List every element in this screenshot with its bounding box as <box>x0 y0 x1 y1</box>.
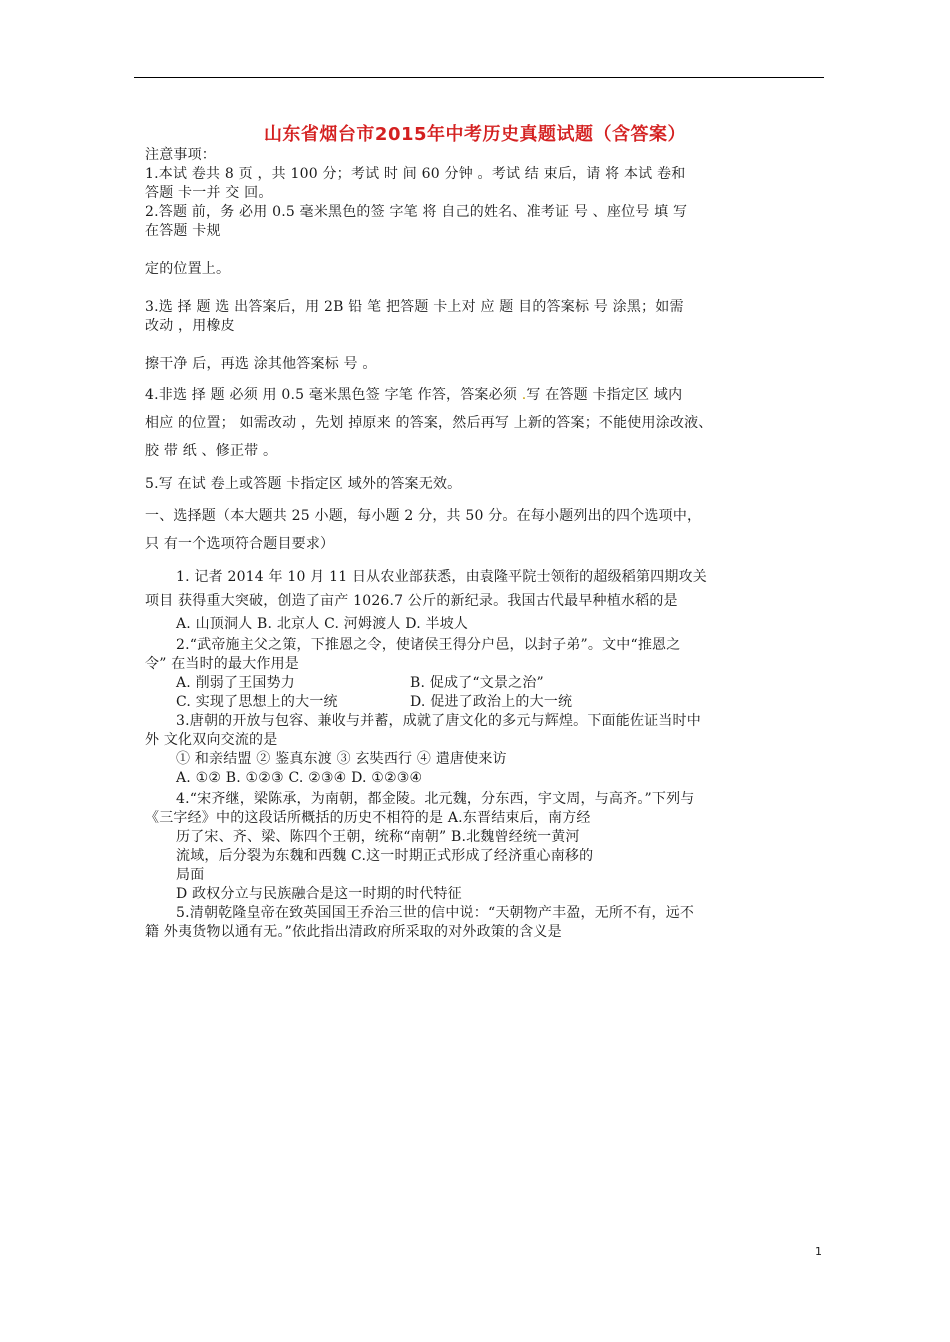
notice-line-part: 写 在答题 卡指定区 域内 <box>526 387 683 403</box>
question-1-text: 项目 获得重大突破，创造了亩产 1026.7 公斤的新纪录。我国古代最早种植水稻的是 <box>145 593 678 609</box>
notice-heading: 注意事项： <box>145 147 216 163</box>
question-4-text: 流域，后分裂为东魏和西魏 C.这一时期正式形成了经济重心南移的 <box>176 848 594 864</box>
notice-line <box>145 386 682 404</box>
question-2-option-a: A. 削弱了王国势力 <box>176 675 296 691</box>
notice-line: 擦干净 后，再选 涂其他答案标 号 。 <box>145 356 377 372</box>
question-2-option-c: C. 实现了思想上的大一统 <box>176 694 338 710</box>
notice-line: 胶 带 纸 、修正带 。 <box>145 443 278 459</box>
stray-dot-mark: . <box>521 387 527 403</box>
page-title: 山东省烟台市2015年中考历史真题试题（含答案） <box>263 124 687 145</box>
question-4-text: 《三字经》中的这段话所概括的历史不相符的是 A.东晋结束后，南方经 <box>145 810 591 826</box>
question-4-text: D 政权分立与民族融合是这一时期的时代特征 <box>176 886 462 902</box>
notice-line: 3.选 择 题 选 出答案后，用 2B 铅 笔 把答题 卡上对 应 题 目的答案标 号 涂黑；如需 <box>145 299 684 315</box>
question-1-text: 1. 记者 2014 年 10 月 11 日从农业部获悉，由袁隆平院士领衔的超级稻第四期攻关 <box>176 569 707 585</box>
question-1-options: A. 山顶洞人 B. 北京人 C. 河姆渡人 D. 半坡人 <box>176 616 469 632</box>
question-2-text: 令” 在当时的最大作用是 <box>145 656 300 672</box>
header-rule <box>134 77 824 78</box>
question-5-text: 5.清朝乾隆皇帝在致英国国王乔治三世的信中说：“天朝物产丰盈，无所不有，远不 <box>176 905 695 921</box>
question-3-text: 外 文化双向交流的是 <box>145 732 278 748</box>
page-number: 1 <box>815 1245 822 1258</box>
question-2-text: 2.“武帝施主父之策，下推恩之令，使诸侯王得分户邑，以封子弟”。文中“推恩之 <box>176 637 681 653</box>
notice-line: 相应 的位置； 如需改动 ，先划 掉原来 的答案，然后再写 上新的答案；不能使用涂改液、 <box>145 415 713 431</box>
question-3-text: 3.唐朝的开放与包容、兼收与并蓄，成就了唐文化的多元与辉煌。下面能佐证当时中 <box>176 713 701 729</box>
question-4-text: 局面 <box>176 867 205 883</box>
question-4-text: 历了宋、齐、梁、陈四个王朝，统称“南朝” B.北魏曾经统一黄河 <box>176 829 580 845</box>
section-heading: 一、选择题（本大题共 25 小题，每小题 2 分，共 50 分。在每小题列出的四个选项中， <box>145 508 702 524</box>
notice-line-part: 4.非选 择 题 必须 用 0.5 毫米黑色签 字笔 作答，答案必须 <box>145 387 522 403</box>
question-2-option-b: B. 促成了“文景之治” <box>410 675 544 691</box>
notice-line: 在答题 卡规 <box>145 223 221 239</box>
question-4-text: 4.“宋齐继，梁陈承，为南朝，都金陵。北元魏，分东西，宇文周，与高齐。”下列与 <box>176 791 695 807</box>
notice-line: 改动 ，用橡皮 <box>145 318 235 334</box>
question-3-options: A. ①② B. ①②③ C. ②③④ D. ①②③④ <box>176 770 423 786</box>
section-heading: 只 有一个选项符合题目要求） <box>145 536 335 552</box>
notice-line: 2.答题 前，务 必用 0.5 毫米黑色的签 字笔 将 自己的姓名、准考证 号 、座位号 填 写 <box>145 204 688 220</box>
question-5-text: 籍 外夷货物以通有无。”依此指出清政府所采取的对外政策的含义是 <box>145 924 562 940</box>
notice-line: 答题 卡一并 交 回。 <box>145 185 273 201</box>
question-2-option-d: D. 促进了政治上的大一统 <box>410 694 573 710</box>
notice-line: 1.本试 卷共 8 页 ，共 100 分；考试 时 间 60 分钟 。考试 结 束后，请 将 本试 卷和 <box>145 166 686 182</box>
notice-line: 定的位置上。 <box>145 261 231 277</box>
question-3-items: ① 和亲结盟 ② 鉴真东渡 ③ 玄奘西行 ④ 遣唐使来访 <box>176 751 507 767</box>
notice-line: 5.写 在试 卷上或答题 卡指定区 域外的答案无效。 <box>145 476 462 492</box>
